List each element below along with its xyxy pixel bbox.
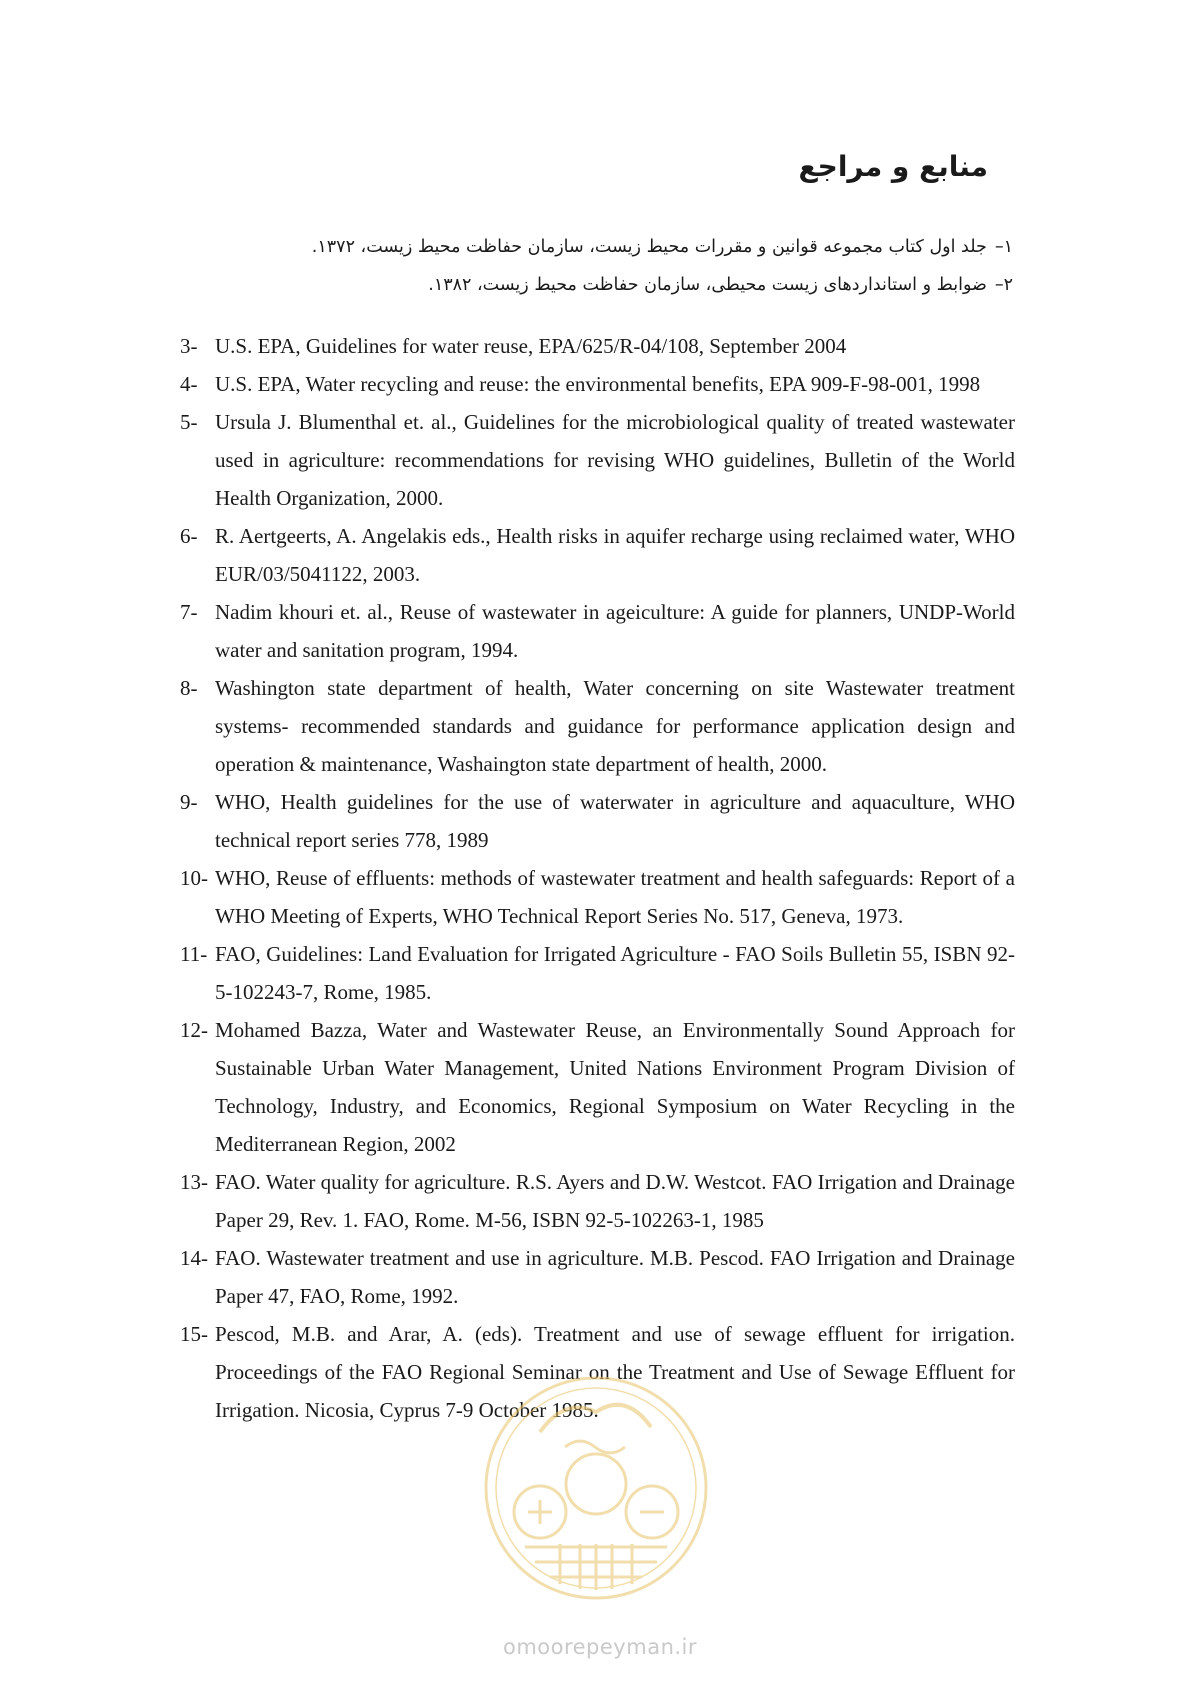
persian-references bbox=[213, 228, 1013, 304]
reference-number: 4- bbox=[180, 372, 198, 396]
reference-text: R. Aertgeerts, A. Angelakis eds., Health risks in aquifer recharge using reclaimed water, WHO EUR/03/5041122, 2003. bbox=[215, 524, 1015, 586]
reference-number: 3- bbox=[180, 334, 198, 358]
reference-item bbox=[180, 327, 1015, 365]
reference-number: 13- bbox=[180, 1170, 208, 1194]
reference-number: 10- bbox=[180, 866, 208, 890]
reference-text: Pescod, M.B. and Arar, A. (eds). Treatment and use of sewage effluent for irrigation. Proceedings of the FAO Regional Seminar on the Treatment and Use of Sewage Effluent for Irrigation. Nicosia, Cyprus 7-9 October 1985. bbox=[215, 1322, 1015, 1422]
reference-item bbox=[180, 593, 1015, 669]
reference-item bbox=[180, 669, 1015, 783]
reference-item bbox=[180, 1011, 1015, 1163]
reference-text: FAO. Water quality for agriculture. R.S. Ayers and D.W. Westcot. FAO Irrigation and Drainage Paper 29, Rev. 1. FAO, Rome. M-56, ISBN 92-5-102263-1, 1985 bbox=[215, 1170, 1015, 1232]
reference-text: U.S. EPA, Water recycling and reuse: the environmental benefits, EPA 909-F-98-001, 1998 bbox=[215, 372, 981, 396]
persian-reference-item bbox=[213, 266, 1013, 304]
reference-number: 6- bbox=[180, 524, 198, 548]
reference-number: ۲– bbox=[994, 275, 1013, 295]
reference-number: 5- bbox=[180, 410, 198, 434]
reference-text: Washington state department of health, Water concerning on site Wastewater treatment systems- recommended standards and guidance for performance application design and operation & maintenance, Washaington state department of health, 2000. bbox=[215, 676, 1015, 776]
watermark-seal-icon bbox=[480, 1372, 712, 1604]
reference-text: FAO, Guidelines: Land Evaluation for Irrigated Agriculture - FAO Soils Bulletin 55, ISBN 92-5-102243-7, Rome, 1985. bbox=[215, 942, 1015, 1004]
persian-reference-item bbox=[213, 228, 1013, 266]
reference-item bbox=[180, 1239, 1015, 1315]
reference-text: WHO, Reuse of effluents: methods of wastewater treatment and health safeguards: Report of a WHO Meeting of Experts, WHO Technical Report Series No. 517, Geneva, 1973. bbox=[215, 866, 1015, 928]
reference-item bbox=[180, 1163, 1015, 1239]
reference-item bbox=[180, 935, 1015, 1011]
reference-text: ضوابط و استانداردهای زیست محیطی، سازمان حفاظت محیط زیست، ۱۳۸۲. bbox=[428, 275, 987, 295]
reference-number: 8- bbox=[180, 676, 198, 700]
reference-item bbox=[180, 365, 1015, 403]
reference-text: U.S. EPA, Guidelines for water reuse, EPA/625/R-04/108, September 2004 bbox=[215, 334, 847, 358]
reference-item bbox=[180, 783, 1015, 859]
reference-number: 9- bbox=[180, 790, 198, 814]
reference-text: WHO, Health guidelines for the use of waterwater in agriculture and aquaculture, WHO technical report series 778, 1989 bbox=[215, 790, 1015, 852]
english-references bbox=[180, 327, 1015, 1429]
reference-number: ۱– bbox=[994, 237, 1013, 257]
reference-number: 7- bbox=[180, 600, 198, 624]
reference-text: Nadim khouri et. al., Reuse of wastewater in ageiculture: A guide for planners, UNDP-World water and sanitation program, 1994. bbox=[215, 600, 1015, 662]
reference-text: Ursula J. Blumenthal et. al., Guidelines for the microbiological quality of treated wastewater used in agriculture: recommendations for revising WHO guidelines, Bulletin of the World Health Organization, 2000. bbox=[215, 410, 1015, 510]
reference-number: 14- bbox=[180, 1246, 208, 1270]
reference-number: 11- bbox=[180, 942, 208, 966]
page-title: منابع و مراجع bbox=[798, 150, 988, 183]
reference-number: 12- bbox=[180, 1018, 208, 1042]
reference-item bbox=[180, 859, 1015, 935]
reference-item bbox=[180, 403, 1015, 517]
reference-text: Mohamed Bazza, Water and Wastewater Reuse, an Environmentally Sound Approach for Sustainable Urban Water Management, United Nations Environment Program Division of Technology, Industry, and Economics, Regional Symposium on Water Recycling in the Mediterranean Region, 2002 bbox=[215, 1018, 1015, 1156]
watermark-text: omoorepeyman.ir bbox=[502, 1635, 698, 1659]
reference-number: 15- bbox=[180, 1322, 208, 1346]
reference-item bbox=[180, 517, 1015, 593]
reference-text: جلد اول کتاب مجموعه قوانین و مقررات محیط زیست، سازمان حفاظت محیط زیست، ۱۳۷۲. bbox=[311, 237, 987, 257]
reference-text: FAO. Wastewater treatment and use in agriculture. M.B. Pescod. FAO Irrigation and Drainage Paper 47, FAO, Rome, 1992. bbox=[215, 1246, 1015, 1308]
